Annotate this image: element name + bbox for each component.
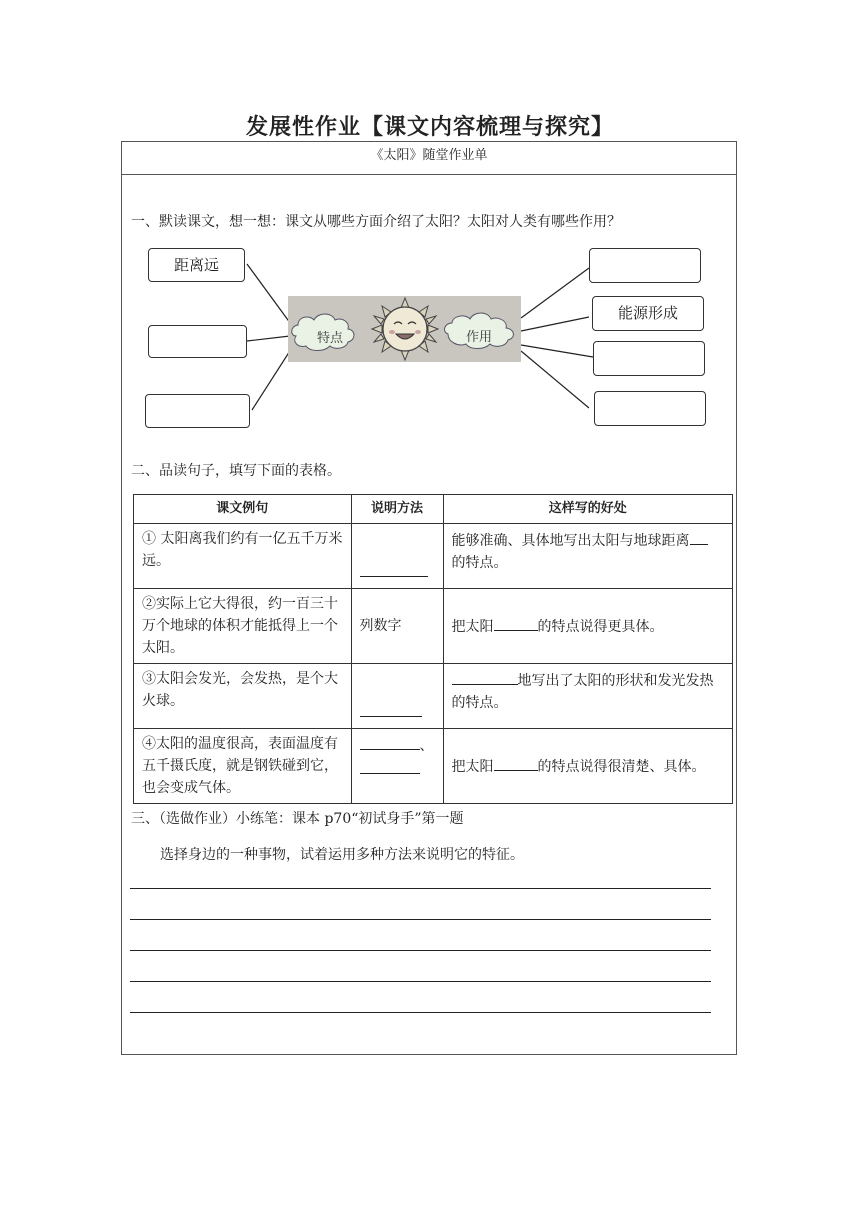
mindmap-box-left-2[interactable]: [148, 325, 247, 358]
question-3-instruction: 选择身边的一种事物，试着运用多种方法来说明它的特征。: [160, 847, 524, 863]
benefit-text: 的特点。: [451, 555, 508, 571]
benefit-text: 把太阳: [451, 759, 494, 775]
writing-line[interactable]: [130, 981, 711, 982]
method-blank[interactable]: [360, 560, 428, 577]
method-cell: 列数字: [351, 589, 443, 664]
table-row: [134, 589, 733, 664]
sun-icon: [372, 298, 438, 360]
mindmap-box-right-2[interactable]: 能源形成: [592, 296, 704, 331]
method-blank[interactable]: [360, 700, 422, 717]
connector-line: [521, 317, 589, 331]
mindmap-box-right-1[interactable]: [589, 248, 701, 283]
benefit-cell: [443, 589, 732, 664]
mindmap-connectors: [0, 0, 860, 480]
center-label-functions: 作用: [466, 330, 493, 345]
method-cell: [351, 729, 443, 804]
table-header-row: [134, 495, 733, 524]
column-header: 说明方法: [351, 495, 443, 524]
benefit-text: 的特点说得很清楚、具体。: [537, 759, 706, 775]
writing-line[interactable]: [130, 888, 711, 889]
benefit-text: 能够准确、具体地写出太阳与地球距离: [451, 533, 690, 549]
benefit-blank[interactable]: [494, 754, 538, 771]
column-header: 课文例句: [134, 495, 352, 524]
benefit-blank[interactable]: [690, 528, 708, 545]
mindmap-box-right-3[interactable]: [593, 341, 705, 376]
table-row: [134, 729, 733, 804]
benefit-text: 地写出了太阳的形状和发光发热的特点。: [451, 673, 714, 711]
writing-line[interactable]: [130, 919, 711, 920]
question-1-prompt: 一、默读课文，想一想：课文从哪些方面介绍了太阳？太阳对人类有哪些作用？: [131, 214, 621, 230]
table-row: [134, 664, 733, 729]
mindmap-box-right-4[interactable]: [594, 391, 706, 426]
question-3-prompt: 三、（选做作业）小练笔：课本 p70“初试身手”第一题: [131, 811, 464, 827]
benefit-cell: [443, 524, 732, 589]
analysis-table: [133, 494, 733, 804]
example-sentence: ②实际上它大得很，约一百三十万个地球的体积才能抵得上一个太阳。: [134, 589, 352, 664]
page-title: 发展性作业【课文内容梳理与探究】: [245, 115, 614, 140]
benefit-text: 把太阳: [451, 619, 494, 635]
method-cell: [351, 524, 443, 589]
column-header: 这样写的好处: [443, 495, 732, 524]
benefit-cell: [443, 729, 732, 804]
connector-line: [521, 268, 589, 318]
connector-line: [247, 336, 290, 341]
method-blank[interactable]: [360, 757, 420, 774]
method-separator: 、: [419, 738, 434, 754]
center-label-features: 特点: [317, 331, 344, 346]
connector-line: [521, 345, 593, 357]
example-sentence: ④太阳的温度很高，表面温度有五千摄氏度，就是钢铁碰到它，也会变成气体。: [134, 729, 352, 804]
benefit-blank[interactable]: [452, 668, 518, 685]
mindmap-box-left-1[interactable]: 距离远: [148, 248, 245, 282]
writing-line[interactable]: [130, 1012, 711, 1013]
benefit-text: 的特点说得更具体。: [537, 619, 664, 635]
method-cell: [351, 664, 443, 729]
benefit-cell: [443, 664, 732, 729]
example-sentence: ③太阳会发光，会发热，是个大火球。: [134, 664, 352, 729]
method-blank[interactable]: [360, 733, 420, 750]
example-sentence: ① 太阳离我们约有一亿五千万米远。: [134, 524, 352, 589]
connector-line: [521, 351, 589, 408]
worksheet-subtitle: 《太阳》随堂作业单: [121, 141, 737, 175]
table-row: [134, 524, 733, 589]
question-2-prompt: 二、品读句子，填写下面的表格。: [131, 463, 341, 479]
sun-illustration: [288, 296, 521, 362]
benefit-blank[interactable]: [494, 614, 538, 631]
writing-line[interactable]: [130, 950, 711, 951]
mindmap-box-left-3[interactable]: [145, 394, 250, 428]
